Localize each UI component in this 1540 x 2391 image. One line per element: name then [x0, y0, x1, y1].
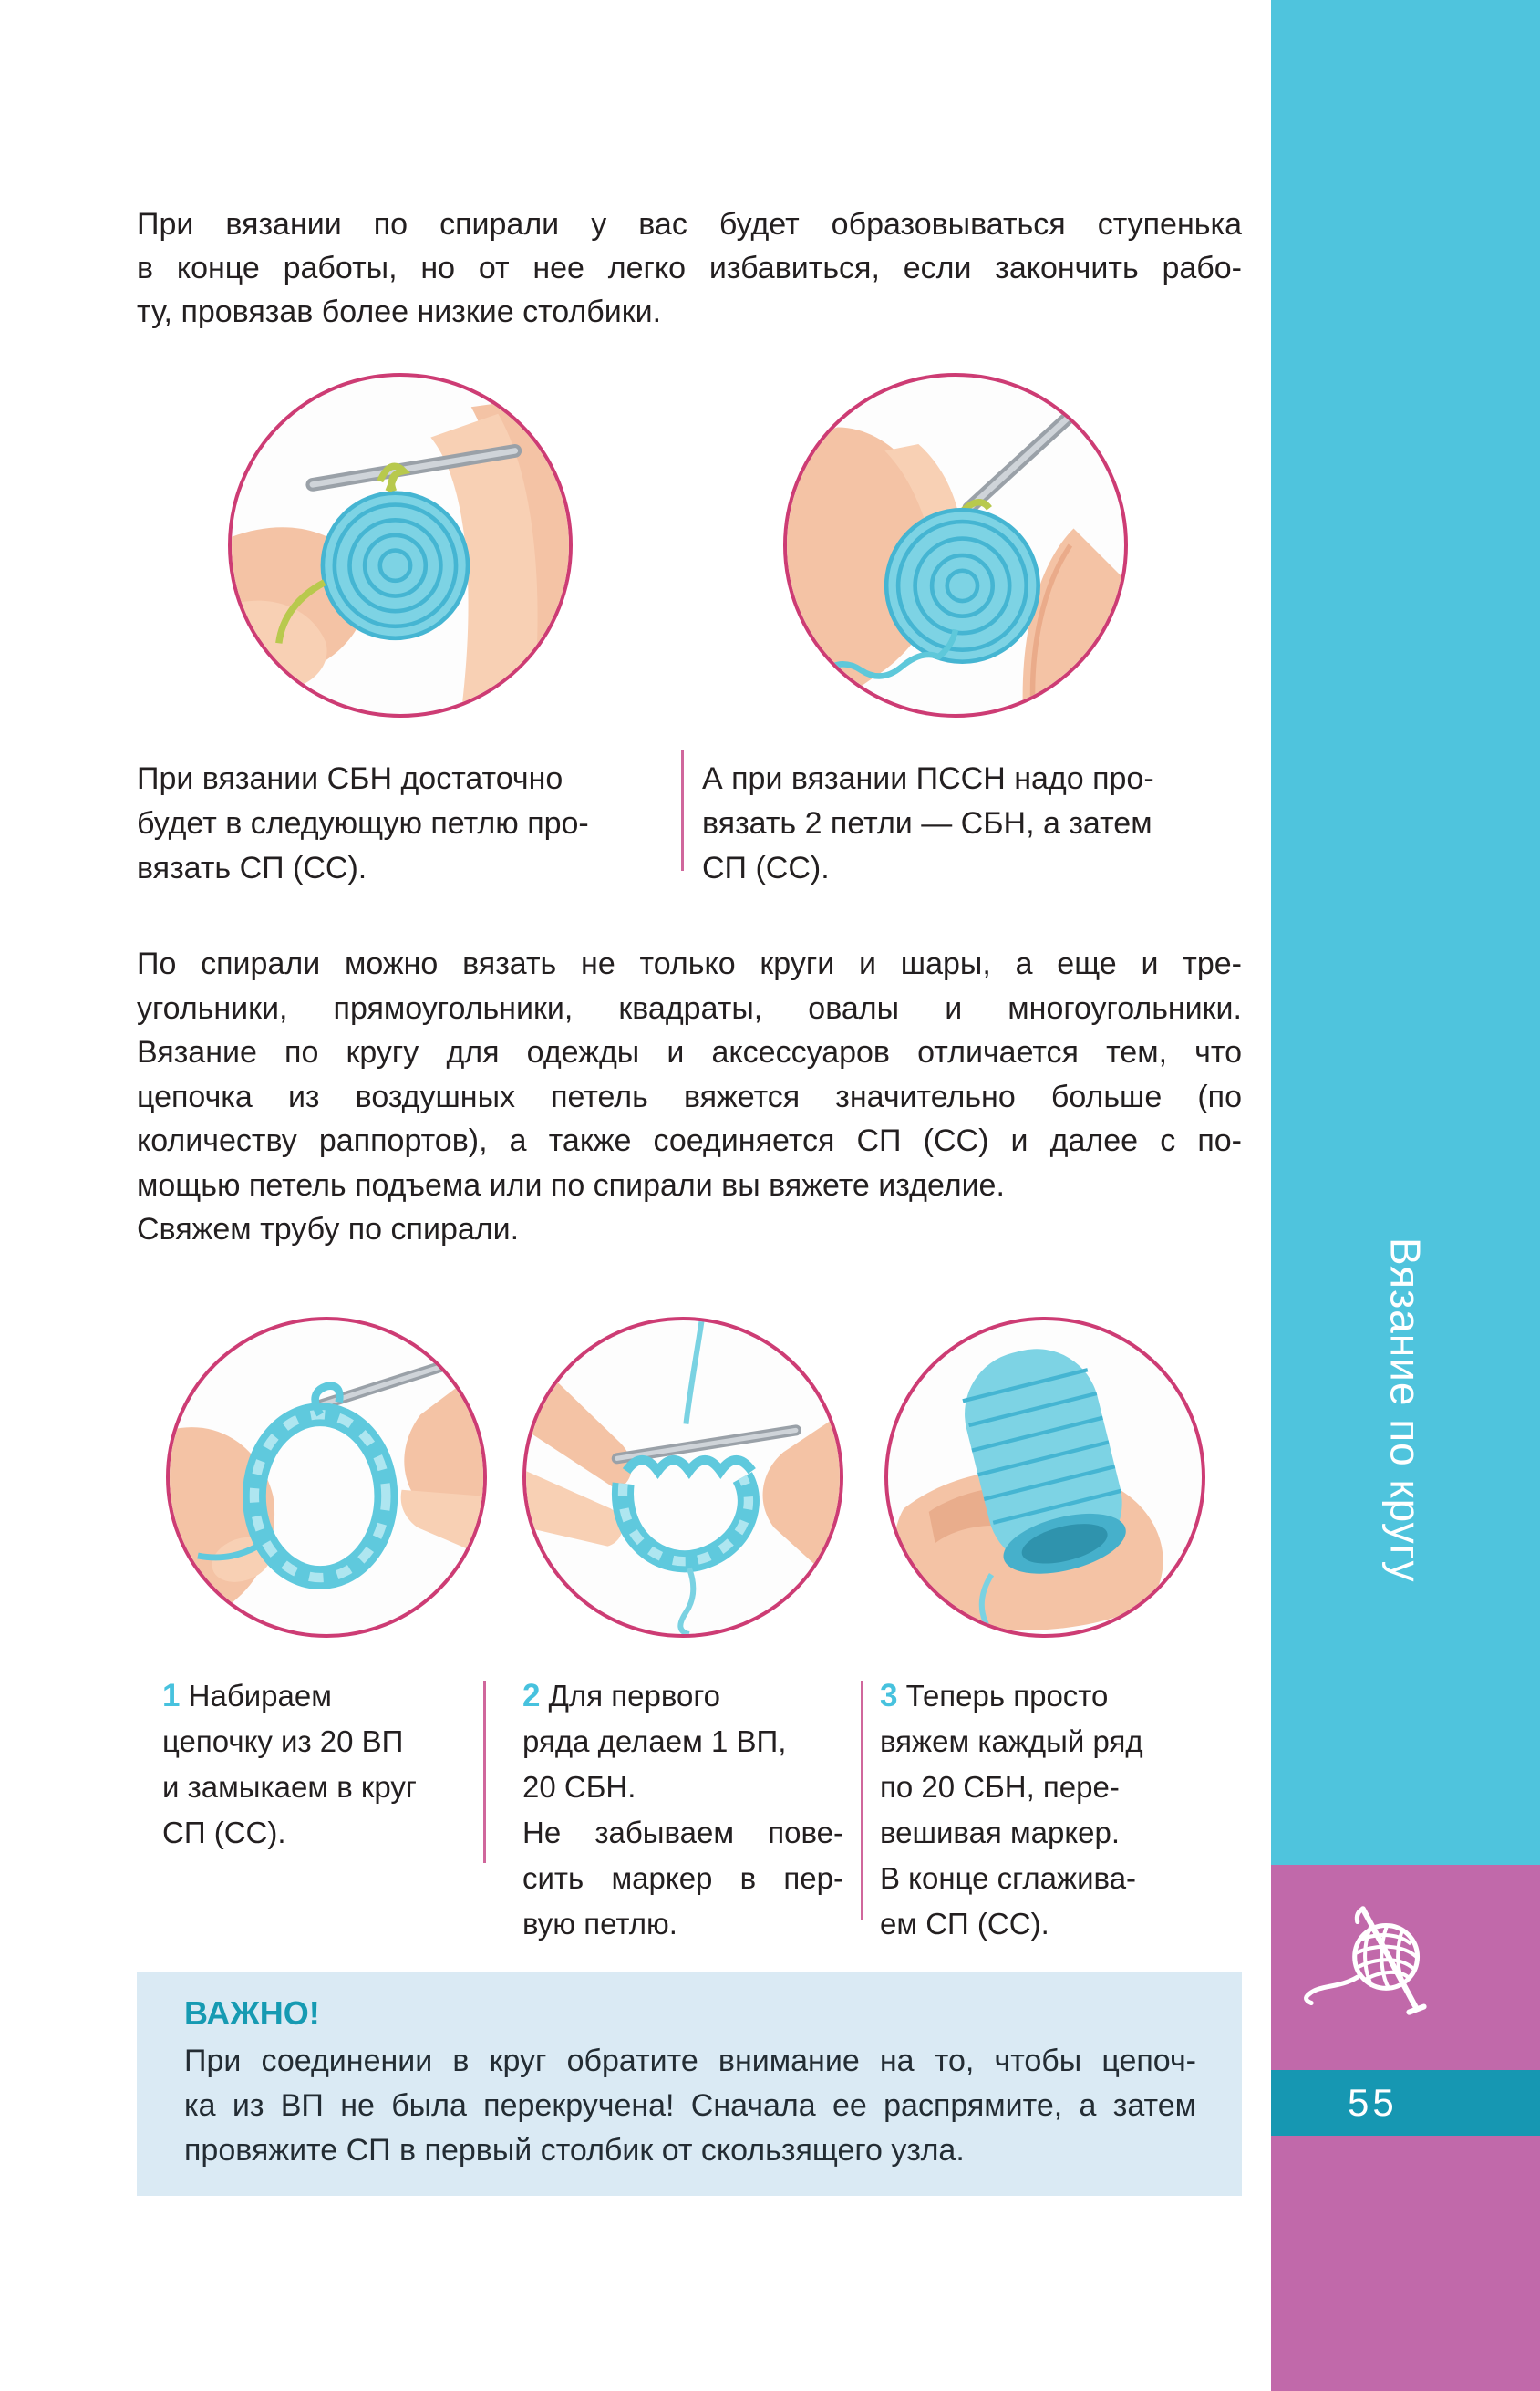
step-text: Набираем: [188, 1679, 332, 1713]
step-line: В конце сглажива-: [880, 1861, 1137, 1895]
paragraph-line: количеству раппортов), а также соединяется СП (СС) и далее с по-: [137, 1123, 1242, 1158]
paragraph-line: в конце работы, но от нее легко избавиться, если закончить рабо-: [137, 251, 1242, 285]
caption-line: будет в следующую петлю про-: [137, 806, 589, 841]
step-line: вешивая маркер.: [880, 1816, 1121, 1849]
paragraph-line: ту, провязав более низкие столбики.: [137, 295, 662, 329]
intro-paragraph: [137, 202, 1242, 334]
note-line: провяжите СП в первый столбик от скользящего узла.: [184, 2133, 965, 2168]
step-line: [162, 1673, 463, 1719]
column-divider: [681, 750, 684, 871]
note-line: При соединении в круг обратите внимание на то, чтобы цепоч-: [184, 2044, 1196, 2078]
step-number: 2: [522, 1678, 541, 1713]
page-number-band: [1271, 2070, 1540, 2136]
caption-line: А при вязании ПССН надо про-: [702, 761, 1154, 796]
photo-illustration: [787, 377, 1124, 714]
photo-illustration: [888, 1320, 1202, 1634]
photo-illustration: [526, 1320, 840, 1634]
paragraph-line: Свяжем трубу по спирали.: [137, 1212, 520, 1247]
photo-step-2-first-row: [522, 1317, 843, 1638]
photo-spiral-disc-pssn: [783, 373, 1128, 718]
step-line: ем СП (СС).: [880, 1907, 1049, 1941]
paragraph-line: мощью петель подъема или по спирали вы вяжете изделие.: [137, 1167, 1005, 1203]
step-text: Теперь просто: [905, 1679, 1109, 1713]
step-number: 3: [880, 1678, 898, 1713]
paragraph-line: угольники, прямоугольники, квадраты, овалы и многоугольники.: [137, 990, 1242, 1026]
step-line: Не забываем пове-: [522, 1816, 843, 1849]
step-line: ряда делаем 1 ВП,: [522, 1724, 787, 1758]
paragraph-line: Вязание по кругу для одежды и аксессуаров отличается тем, что: [137, 1035, 1242, 1070]
photo-illustration: [232, 377, 569, 714]
step-line: вяжем каждый ряд: [880, 1724, 1143, 1758]
paragraph-line: По спирали можно вязать не только круги и шары, а еще и тре-: [137, 947, 1242, 981]
caption-line: СП (СС).: [702, 851, 830, 885]
paragraph-line: цепочка из воздушных петель вяжется значительно больше (по: [137, 1079, 1242, 1114]
step-line: сить маркер в пер-: [522, 1861, 843, 1895]
step-caption-3: [880, 1673, 1201, 1947]
step-text: Для первого: [548, 1679, 721, 1713]
step-line: [522, 1673, 843, 1719]
note-line: ка из ВП не была перекручена! Сначала ее распрямите, а затем: [184, 2088, 1196, 2123]
paragraph-line: При вязании по спирали у вас будет образовываться ступенька: [137, 207, 1242, 242]
photo-step-3-tube: [884, 1317, 1205, 1638]
step-number: 1: [162, 1678, 181, 1713]
step-line: СП (СС).: [162, 1816, 286, 1849]
important-note-box: [137, 1972, 1242, 2196]
note-title: ВАЖНО!: [184, 1994, 320, 2032]
step-line: [880, 1673, 1201, 1719]
caption-line: вязать СП (СС).: [137, 851, 367, 885]
caption-column-left: [137, 757, 661, 891]
photo-illustration: [170, 1320, 483, 1634]
caption-column-right: [702, 757, 1240, 891]
photo-spiral-disc-sbn: [228, 373, 573, 718]
step-divider: [483, 1681, 486, 1863]
step-divider: [861, 1681, 863, 1920]
note-body: [184, 2039, 1196, 2173]
step-line: цепочку из 20 ВП: [162, 1724, 404, 1758]
middle-paragraph: [137, 942, 1242, 1252]
sidebar-chapter-title-wrap: [1271, 1222, 1540, 1598]
sidebar-chapter-title: Вязание по кругу: [1381, 1237, 1430, 1583]
step-caption-2: [522, 1673, 843, 1947]
caption-line: При вязании СБН достаточно: [137, 761, 563, 796]
page-number: 55: [1348, 2081, 1398, 2124]
step-line: вую петлю.: [522, 1907, 677, 1941]
yarn-ball-with-hook-icon: [1298, 1899, 1455, 2030]
photo-step-1-chain-ring: [166, 1317, 487, 1638]
step-line: и замыкаем в круг: [162, 1770, 417, 1804]
step-line: по 20 СБН, пере-: [880, 1770, 1120, 1804]
step-line: 20 СБН.: [522, 1770, 636, 1804]
step-caption-1: [162, 1673, 463, 1856]
caption-line: вязать 2 петли — СБН, а затем: [702, 806, 1152, 841]
